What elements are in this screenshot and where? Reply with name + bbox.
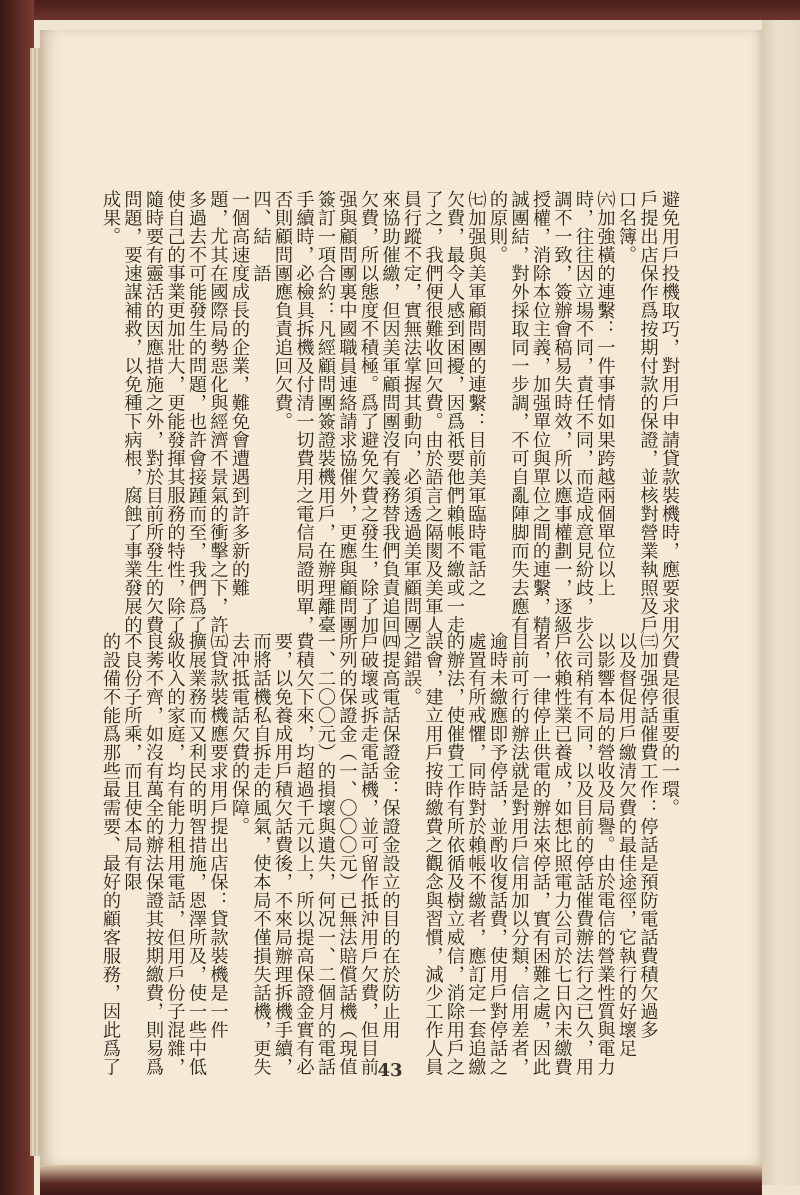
text-line: 者，一律停止供電的辦法來停話，實有困難之處，因此 xyxy=(530,632,551,1076)
text-line: 時，往往因立場不同，責任不同，而造成意見紛歧，步 xyxy=(573,190,594,634)
ghost-text-line xyxy=(782,30,792,42)
text-line: 一、二〇〇元）的損壞與遺失，何况一、二個月的電話 xyxy=(315,632,336,1076)
ghost-text-line xyxy=(766,30,776,42)
text-line: 簽訂一項合約：凡經顧問團簽證裝機用戶，在辦理離臺 xyxy=(315,190,336,634)
text-line: 的原則。 xyxy=(487,190,508,264)
text-line: ㈦加强與美軍顧問團的連繫：目前美軍臨時電話之 xyxy=(465,190,487,597)
text-line: 來協助催繳，但因美軍顧問團沒有義務替我們負責追回 xyxy=(379,190,401,634)
text-line: 而將話機私自拆走的風氣，使本局不僅損失話機，更失 xyxy=(250,632,272,1076)
text-line: 良莠不齊，如沒有萬全的辦法保證其按期繳費，則易爲 xyxy=(143,632,164,1076)
text-line: 戶提出店保作爲按期付款的保證，並核對營業執照及戶 xyxy=(637,190,659,634)
text-line: ㈢加强停話催費工作：停話是預防電話費積欠過多 xyxy=(637,632,659,1039)
text-line: 問題，要速謀補救，以免種下病根，腐蝕了事業發展的 xyxy=(121,190,143,634)
text-line: 多過去不可能發生的問題，也許會接踵而至，我們爲了 xyxy=(186,190,207,634)
text-line: 題，尤其在國際局勢惡化與經濟不景氣的衝擊之下，許 xyxy=(207,190,229,634)
text-line: 授權，消除本位主義，加强單位與單位之間的連繫，精 xyxy=(530,190,551,634)
adjacent-page-edge xyxy=(762,20,800,1185)
text-line: 調不一致，簽辦會稿易失時效，所以應事權劃一，逐級 xyxy=(551,190,573,634)
text-line: 欠費，所以態度不積極。爲了避免欠費之發生，除了加 xyxy=(358,190,379,634)
text-line: 欠費是很重要的一環。 xyxy=(659,632,680,817)
text-line: 否則顧問團應負責追回欠費。 xyxy=(272,190,293,431)
text-line: 的辦法，使催費工作有所依循及樹立威信，消除用戶之 xyxy=(444,632,465,1076)
text-line: 目前可行的辦法就是對用戶信用加以分類，信用差者， xyxy=(508,632,530,1076)
text-line: 擴展業務而又利民的明智措施，恩澤所及，使一些中低 xyxy=(186,632,207,1076)
text-line: 的設備不能爲那些最需要、最好的顧客服務，因此爲了 xyxy=(100,632,121,1076)
text-line: 成果。 xyxy=(100,190,121,246)
text-line: 以影響本局的營收及局譽。由於電信的營業性質與電力 xyxy=(594,632,616,1076)
text-line: ㈥加強橫的連繫：一件事情如果跨越兩個單位以上 xyxy=(594,190,616,597)
text-line: 手續時，必檢具拆機及付清一切費用之電信局證明單， xyxy=(293,190,315,634)
text-line: 去冲抵電話欠費的保障。 xyxy=(229,632,250,836)
text-line: 隨時要有靈活的因應措施之外，對於目前所發生的欠費 xyxy=(143,190,164,634)
text-line: 以及督促用戶繳清欠費的最佳途徑，它執行的好壞足 xyxy=(616,632,637,1058)
book-cover-top xyxy=(0,0,800,20)
text-line: 級收入的家庭，均有能力租用電話，但用戶份子混雜， xyxy=(164,632,186,1076)
text-line: 一個高速度成長的企業，難免會遭遇到許多新的難 xyxy=(229,190,250,597)
book-cover-spine xyxy=(0,0,34,1195)
text-line: 不良份子所乘，而且使本局有限 xyxy=(121,632,143,891)
page-number: 43 xyxy=(377,1060,403,1081)
text-line: 戶依賴性業已養成，如想比照電力公司於七日內未繳費 xyxy=(551,632,573,1076)
text-line: 口名簿。 xyxy=(616,190,637,264)
text-line: 了之，我們便很難收回欠費。由於語言之隔閡及美軍人 xyxy=(422,190,444,634)
text-line: 强與顧問團裏中國職員連絡請求協催外，更應與顧問團 xyxy=(336,190,358,634)
text-line: 員行蹤不定，實無法掌握其動向，必須透過美軍顧問團 xyxy=(401,190,422,634)
text-line: 欠費，最令人感到困擾，因爲祇要他們賴帳不繳或一走 xyxy=(444,190,465,634)
text-line: 誠團結，對外採取同一步調，不可自亂陣脚而失去應有 xyxy=(508,190,530,634)
text-line: 使自己的事業更加壯大，更能發揮其服務的特性，除了 xyxy=(164,190,186,634)
text-line: ㈣提高電話保證金：保證金設立的目的在於防止用 xyxy=(379,632,401,1039)
book-bottom-edge xyxy=(40,1165,762,1195)
text-line: 所列的保證金（一、〇〇〇元）已無法賠償話機（現值 xyxy=(336,632,358,1076)
text-line: 之錯誤。 xyxy=(401,632,422,706)
text-line: ㈤貸款裝機應要求用戶提出店保：貸款裝機是一件 xyxy=(207,632,229,1039)
text-line: 逾時未繳應即予停話，並酌收復話費，使用戶對停話之 xyxy=(487,632,508,1076)
text-line: 處置有所戒懼，同時對於賴帳不繳者，應訂定一套追繳 xyxy=(465,632,487,1076)
text-line: 要，以免養成用戶積欠話費後，不來局辦理拆機手續， xyxy=(272,632,293,1076)
text-line: 公司稍有不同，以及目前的停話催費辦法行之已久，用 xyxy=(573,632,594,1076)
upper-text-block xyxy=(90,190,680,634)
text-line: 戶破壞或拆走電話機，並可留作抵沖用戶欠費，但目前 xyxy=(358,632,379,1076)
text-line: 四、結 語 xyxy=(250,190,272,283)
text-line: 費積欠下來，均超過千元以上，所以提高保證金實有必 xyxy=(293,632,315,1076)
text-line: 誤會，建立用戶按時繳費之觀念與習慣，減少工作人員 xyxy=(422,632,444,1076)
text-line: 避免用戶投機取巧，對用戶申請貸款裝機時，應要求用 xyxy=(659,190,680,634)
